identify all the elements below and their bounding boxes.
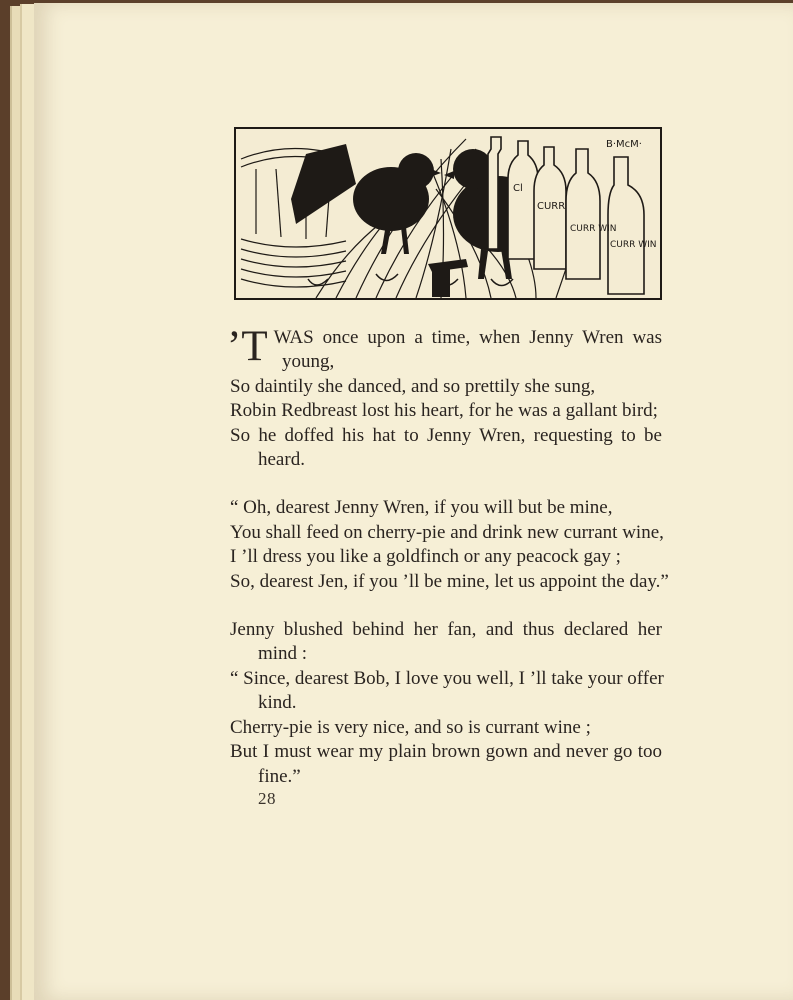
poem-line: But I must wear my plain brown gown and never go too xyxy=(230,741,662,763)
bottle-label-1: Cl xyxy=(513,183,523,194)
poem-line: You shall feed on cherry-pie and drink new currant wine, xyxy=(230,521,664,543)
poem-line-continuation: fine.” xyxy=(258,765,301,787)
poem-line-text: WAS once upon a time, when Jenny Wren was xyxy=(273,327,662,348)
bottle-label-3: CURR WIN xyxy=(570,224,617,234)
bottle-label-2: CURR xyxy=(537,201,566,212)
poem-line: Jenny blushed behind her fan, and thus declared her xyxy=(230,619,662,641)
artist-signature: B·McM· xyxy=(606,139,642,150)
poem-line-continuation: kind. xyxy=(258,692,297,714)
stanza-1 xyxy=(227,323,662,472)
poem-line: Cherry-pie is very nice, and so is currant wine ; xyxy=(230,716,591,738)
poem-line-continuation: mind : xyxy=(258,643,308,665)
poem-line: “ Oh, dearest Jenny Wren, if you will but be mine, xyxy=(230,497,613,519)
poem-line: So daintily she danced, and so prettily she sung, xyxy=(230,375,596,397)
stanza-3 xyxy=(230,618,662,789)
poem-line: Robin Redbreast lost his heart, for he was a gallant bird; xyxy=(230,400,658,422)
poem-line: So he doffed his hat to Jenny Wren, requesting to be xyxy=(230,424,662,446)
poem-line-continuation: heard. xyxy=(258,449,305,471)
stanza-2 xyxy=(230,496,669,594)
poem-line: I ’ll dress you like a goldfinch or any peacock gay ; xyxy=(230,546,621,568)
drop-cap: ’T xyxy=(227,323,268,370)
woodcut-illustration xyxy=(234,127,662,300)
wren-bird xyxy=(291,144,441,254)
bottle-label-4: CURR WIN xyxy=(610,240,657,250)
poem-line: So, dearest Jen, if you ’ll be mine, let us appoint the day.” xyxy=(230,570,669,592)
poem-line-continuation: young, xyxy=(282,351,335,373)
poem-text xyxy=(227,323,669,789)
poem-line: “ Since, dearest Bob, I love you well, I ’ll take your offer xyxy=(230,667,664,689)
robin-and-wren-woodcut xyxy=(236,129,660,298)
page-number: 28 xyxy=(258,789,276,808)
